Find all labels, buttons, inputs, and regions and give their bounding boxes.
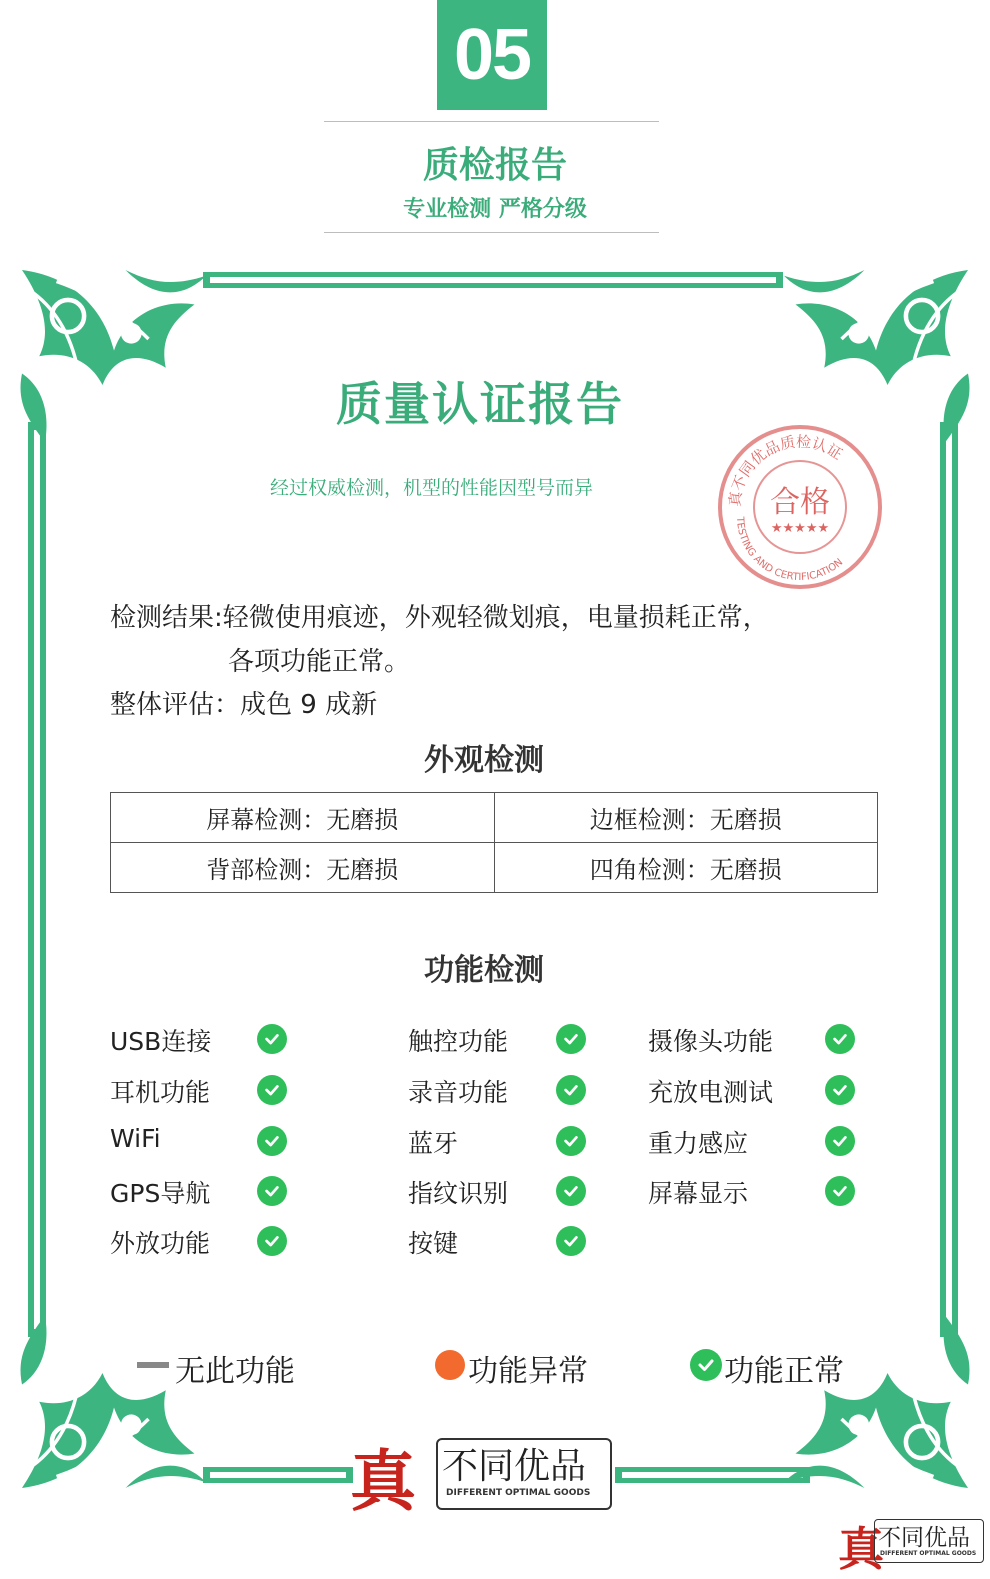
function-title: 功能检测 bbox=[424, 953, 544, 988]
function-item-label: 触控功能 bbox=[408, 1027, 509, 1056]
check-icon bbox=[257, 1024, 287, 1054]
certificate-note: 经过权威检测，机型的性能因型号而异 bbox=[270, 477, 594, 499]
function-item-label: USB连接 bbox=[110, 1027, 212, 1056]
table-cell-screen: 屏幕检测：无磨损 bbox=[111, 793, 495, 843]
check-icon bbox=[825, 1024, 855, 1054]
check-icon bbox=[825, 1126, 855, 1156]
table-cell-back: 背部检测：无磨损 bbox=[111, 843, 495, 893]
section-title: 质检报告 bbox=[422, 145, 567, 186]
corner-logo bbox=[838, 1513, 986, 1576]
function-item-label: 蓝牙 bbox=[408, 1129, 459, 1158]
brand-logo bbox=[350, 1428, 612, 1520]
section-number-badge: 05 bbox=[437, 0, 547, 110]
check-icon bbox=[257, 1176, 287, 1206]
function-item-label: 外放功能 bbox=[110, 1229, 211, 1258]
function-item-label: GPS导航 bbox=[110, 1179, 211, 1208]
corner-logo-english: DIFFERENT OPTIMAL GOODS bbox=[880, 1550, 977, 1557]
check-icon bbox=[825, 1176, 855, 1206]
dash-icon bbox=[137, 1362, 169, 1368]
legend-abnormal: 功能异常 bbox=[468, 1354, 588, 1389]
function-item-label: 摄像头功能 bbox=[648, 1027, 774, 1056]
function-item-label: 耳机功能 bbox=[110, 1078, 211, 1107]
certificate-title: 质量认证报告 bbox=[336, 377, 624, 431]
table-cell-corners: 四角检测：无磨损 bbox=[494, 843, 878, 893]
check-icon bbox=[257, 1126, 287, 1156]
abnormal-dot-icon bbox=[435, 1350, 465, 1380]
check-icon bbox=[690, 1349, 722, 1381]
corner-logo-name: 不同优品 bbox=[878, 1525, 970, 1551]
check-icon bbox=[257, 1226, 287, 1256]
stamp-stars: ★★★★★ bbox=[770, 521, 830, 536]
check-icon bbox=[556, 1075, 586, 1105]
function-item-label: 录音功能 bbox=[408, 1078, 509, 1107]
legend-normal: 功能正常 bbox=[724, 1354, 844, 1389]
result-line-2: 各项功能正常。 bbox=[228, 647, 411, 677]
function-item-label: 重力感应 bbox=[648, 1129, 749, 1158]
function-item-label: 屏幕显示 bbox=[648, 1179, 749, 1208]
check-icon bbox=[556, 1226, 586, 1256]
function-item-label: 按键 bbox=[408, 1229, 459, 1258]
result-line-1 bbox=[110, 597, 769, 634]
table-row bbox=[111, 843, 878, 893]
result-label: 检测结果: bbox=[110, 603, 223, 633]
function-item-label: 充放电测试 bbox=[648, 1078, 774, 1107]
check-icon bbox=[556, 1176, 586, 1206]
appearance-table bbox=[110, 792, 878, 893]
function-item-label: WiFi bbox=[110, 1124, 161, 1153]
stamp-center: 合格 bbox=[770, 485, 830, 520]
table-cell-frame: 边框检测：无磨损 bbox=[494, 793, 878, 843]
check-icon bbox=[556, 1024, 586, 1054]
check-icon bbox=[825, 1075, 855, 1105]
function-item-label: 指纹识别 bbox=[408, 1179, 509, 1208]
logo-zhen: 真 bbox=[350, 1442, 416, 1520]
result-text: 轻微使用痕迹，外观轻微划痕，电量损耗正常， bbox=[222, 603, 769, 633]
table-row bbox=[111, 793, 878, 843]
qualified-stamp bbox=[715, 422, 885, 592]
corner-logo-zhen: 真 bbox=[838, 1522, 884, 1576]
appearance-title: 外观检测 bbox=[424, 743, 544, 778]
check-icon bbox=[257, 1075, 287, 1105]
section-subtitle: 专业检测 严格分级 bbox=[403, 197, 587, 222]
check-icon bbox=[556, 1126, 586, 1156]
stamp-ring-bottom: TESTING AND CERTIFICATION bbox=[733, 516, 846, 584]
logo-name: 不同优品 bbox=[442, 1446, 587, 1487]
divider-bottom bbox=[324, 232, 659, 233]
stamp-ring-top: 真不同优品质检认证 bbox=[725, 432, 846, 508]
logo-english: DIFFERENT OPTIMAL GOODS bbox=[446, 1488, 591, 1498]
legend-none: 无此功能 bbox=[175, 1354, 295, 1389]
divider-top bbox=[324, 121, 659, 122]
overall-assessment: 整体评估：成色 9 成新 bbox=[110, 690, 378, 720]
